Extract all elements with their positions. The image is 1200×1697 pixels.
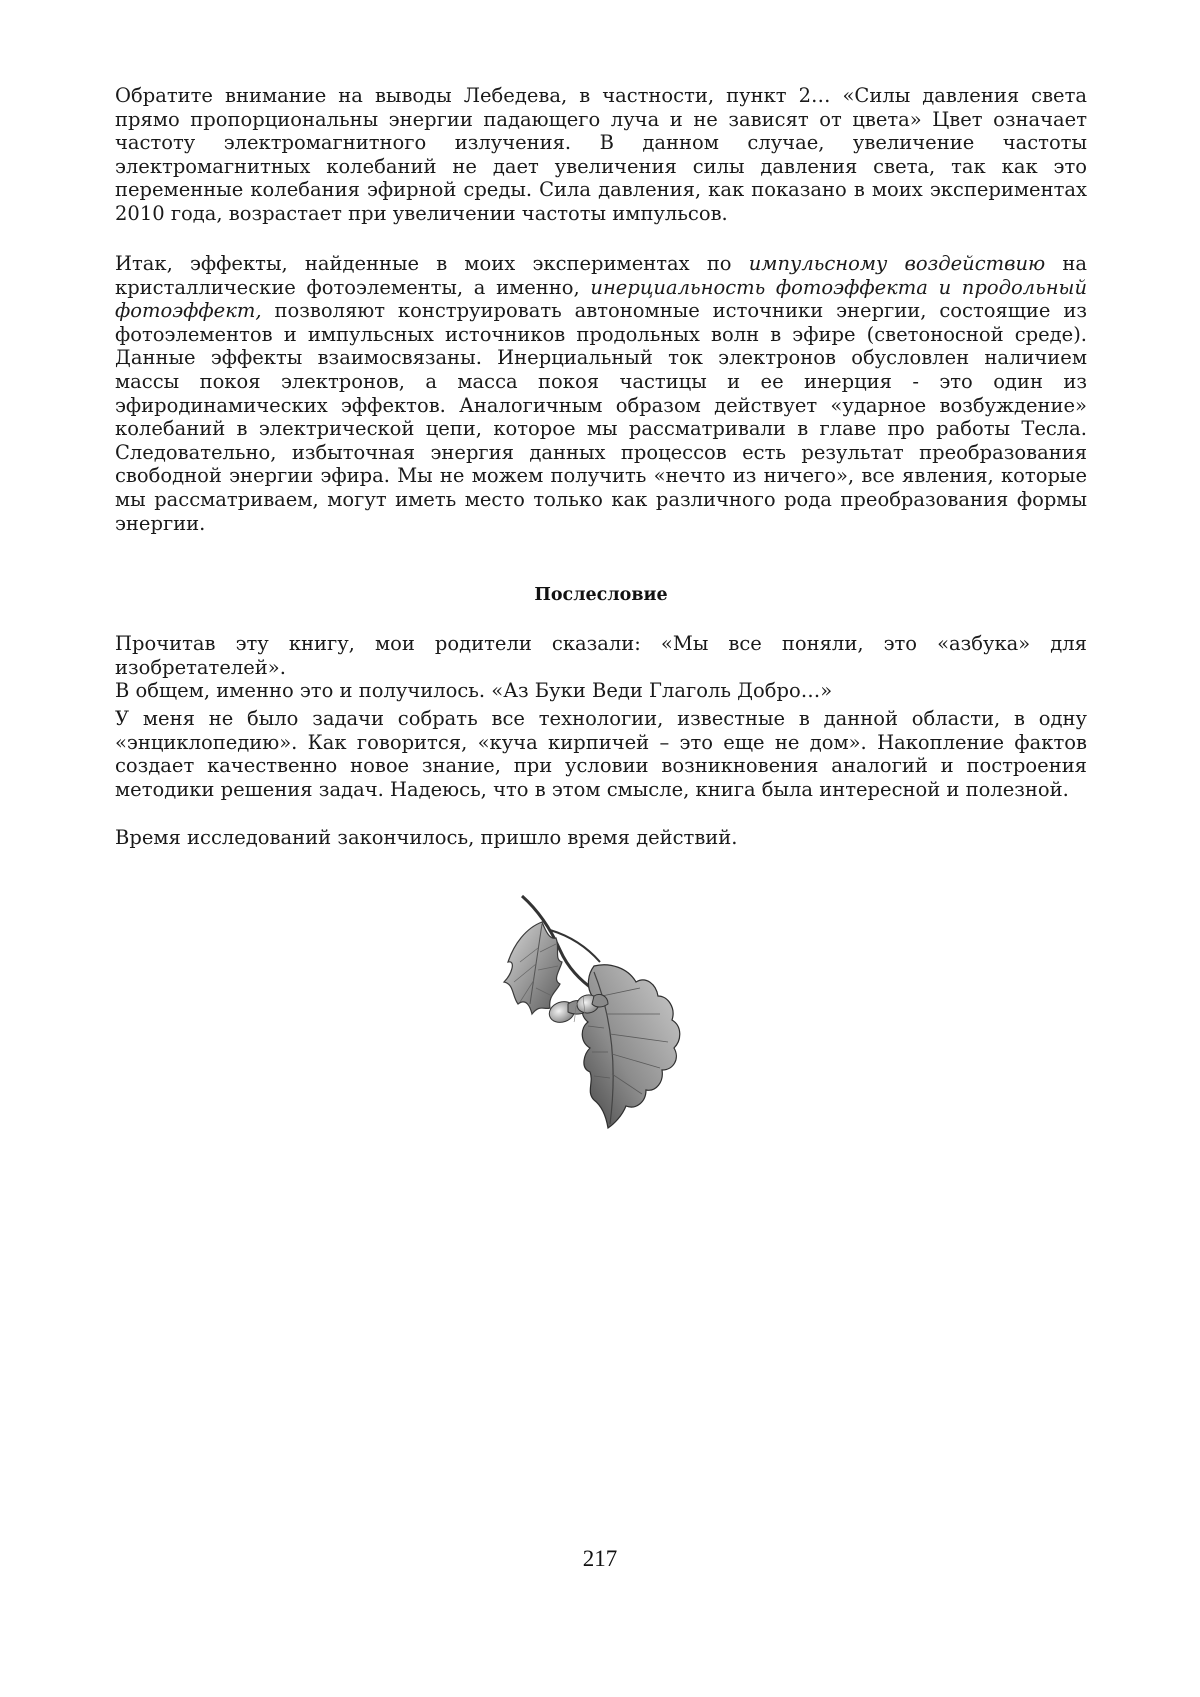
paragraph-text: Время исследований закончилось, пришло время действий. (115, 826, 738, 849)
paragraph-closing (115, 826, 1087, 850)
paragraph-text: Итак, эффекты, найденные в моих экспериментах по (115, 252, 749, 275)
paragraph-text: на кристаллические фотоэлементы, а именно, (115, 252, 1088, 299)
section-heading: Послесловие (534, 585, 668, 605)
paragraph-parents-quote (115, 632, 1087, 703)
paragraph-task (115, 707, 1087, 801)
paragraph-text: Обратите внимание на выводы Лебедева, в частности, пункт 2… «Силы давления света прямо пропорциональны энергии падающего луча и не зависят от цвета» Цвет означает частоту электромагнитного излучения. В данном случае, увеличение частоты электромагнитных колебаний не дает увеличения силы давления света, так как это переменные колебания эфирной среды. Сила давления, как показано в моих экспериментах 2010 года, возрастает при увеличении частоты импульсов. (115, 84, 1087, 225)
paragraph-line: В общем, именно это и получилось. «Аз Буки Веди Глаголь Добро…» (115, 679, 833, 703)
page-number: 217 (582, 1546, 618, 1571)
paragraph-text: У меня не было задачи собрать все технологии, известные в данной области, в одну «энциклопедию». Как говорится, «куча кирпичей – это еще не дом». Накопление фактов создает качественно новое знание, при условии возникновения аналогий и построения методики решения задач. Надеюсь, что в этом смысле, книга была интересной и полезной. (115, 707, 1087, 801)
paragraph-line: Прочитав эту книгу, мои родители сказали: «Мы все поняли, это «азбука» для изобретателей». (115, 632, 1087, 679)
paragraph-text: позволяют конструировать автономные источники энергии, состоящие из фотоэлементов и импульсных источников продольных волн в эфире (светоносной среде). Данные эффекты взаимосвязаны. Инерциальный ток электронов обусловлен наличием массы покоя электронов, а масса покоя частицы и ее инерция - это один из эфиродинамических эффектов. Аналогичным образом действует «ударное возбуждение» колебаний в электрической цепи, которое мы рассматривали в главе про работы Тесла. Следовательно, избыточная энергия данных процессов есть результат преобразования свободной энергии эфира. Мы не можем получить «нечто из ничего», все явления, которые мы рассматриваем, могут иметь место только как различного рода преобразования формы энергии. (115, 299, 1087, 535)
emphasis-text: инерциальность фотоэффекта и продольный фотоэффект, (115, 275, 1087, 323)
paragraph-effects (115, 252, 1087, 535)
oak-leaves-acorn-icon (490, 892, 710, 1132)
emphasis-text: импульсному воздействию (748, 252, 1046, 275)
paragraph-lebedev-conclusions (115, 84, 1087, 226)
